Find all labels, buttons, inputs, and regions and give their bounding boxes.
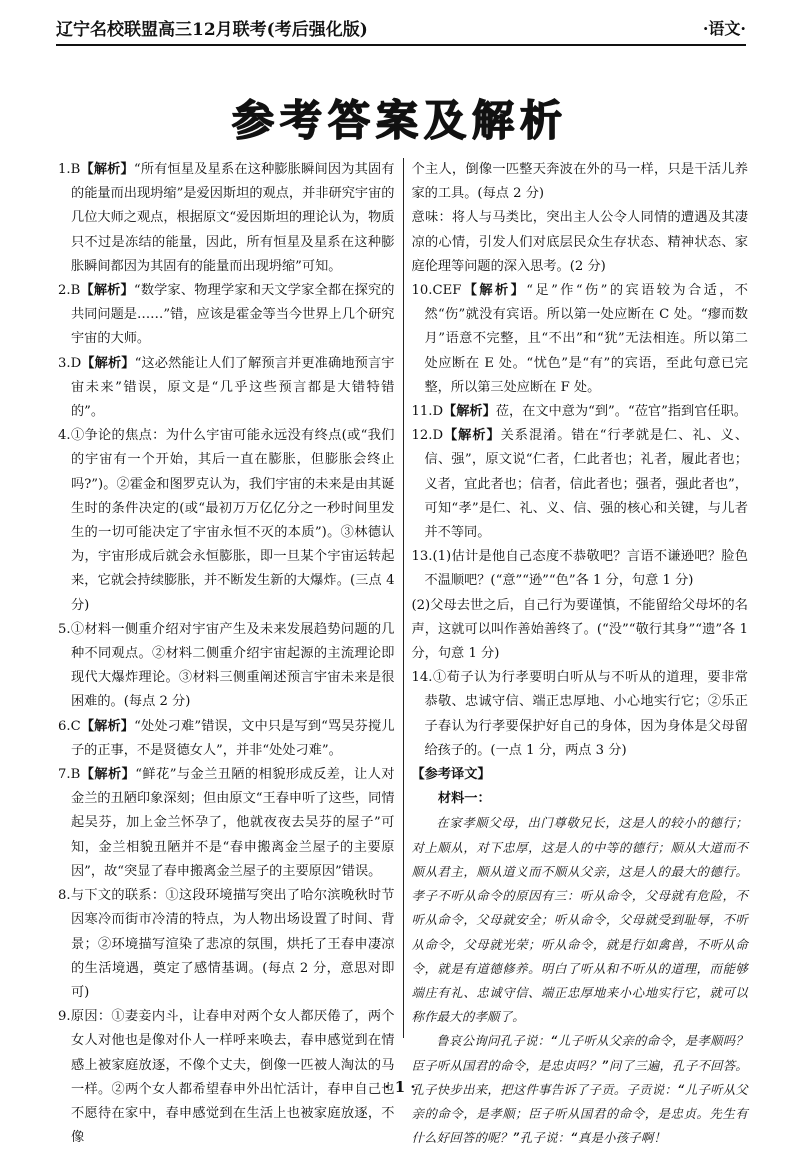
answer-text: 意味：将人与马类比，突出主人公令人同情的遭遇及其凄凉的心情，引发人们对底层民众生存状态、精神状态、家庭伦理等问题的深入思考。(2 分) <box>411 210 748 274</box>
answer-item <box>412 666 749 763</box>
answer-number: 3.D <box>58 355 82 371</box>
answer-item <box>58 352 395 425</box>
answer-item <box>58 279 395 352</box>
analysis-tag: 【解析】 <box>81 355 135 371</box>
answer-number: 10.CEF <box>411 283 462 299</box>
answer-item <box>412 594 749 667</box>
analysis-tag: 【解析】 <box>80 767 136 783</box>
answer-text: 莅，在文中意为“到”。“莅官”指到官任职。 <box>495 404 747 420</box>
answer-number: 13. <box>411 549 433 565</box>
answer-item <box>412 400 749 424</box>
page-title: 参考答案及解析 <box>231 96 568 145</box>
answer-item <box>412 279 749 400</box>
analysis-tag: 【解析】 <box>461 283 527 299</box>
translation-subheading: 材料一： <box>437 791 491 807</box>
answer-number: 4. <box>58 428 71 444</box>
translation-paragraph: 在家孝顺父母，出门尊敬兄长，这是人的较小的德行；对上顺从，对下忠厚，这是人的中等的德行；顺从大道而不顺从君主，顺从道义而不顺从父亲，这是人的最大的德行。孝子不听从命令的原因有三：听从命令，父母就有危险，不听从命令，父母就安全；听从命令，父母就受到耻辱，不听从命令，父母就光荣；听从命令，就是行如禽兽，不听从命令，就是有道德修养。明白了听从和不听从的道理，而能够端庄有礼、忠诚守信、端正忠厚地来小心地实行它，就可以称作最大的孝顺了。 <box>411 815 748 1025</box>
answer-text: ①材料一侧重介绍对宇宙产生及未来发展趋势问题的几种不同观点。②材料二侧重介绍宇宙起源的主流理论即现代大爆炸理论。③材料三侧重阐述预言宇宙未来是很困难的。(每点 2 分) <box>70 621 395 710</box>
answer-text: 原因：①妻妾内斗，让春申对两个女人都厌倦了，两个女人对他也是像对仆人一样呼来唤去，春申感觉到在情感上被家庭放逐，不像个丈夫，倒像一匹被人淘汰的马一样。②两个女人都希望春申外出忙活计，春申自己也不愿待在家中，春申感觉到在生活上也被家庭放逐，不像 <box>70 1009 395 1146</box>
answer-text: “处处刁难”错误，文中只是写到“骂吴芬搅儿子的正事，不是贤德女人”，并非“处处刁难”。 <box>71 718 395 758</box>
answer-number: 1.B <box>58 162 81 177</box>
right-column <box>403 158 749 1146</box>
subject-label: ·语文· <box>702 18 746 38</box>
answer-item <box>58 618 395 715</box>
answer-item <box>58 158 395 279</box>
answer-number: 6.C <box>58 718 81 734</box>
answer-item <box>412 424 749 545</box>
answer-item <box>58 763 395 884</box>
answer-item <box>58 884 395 1005</box>
answer-item <box>58 715 395 763</box>
answer-text: “所有恒星及星系在这种膨胀瞬间因为其固有的能量而出现坍缩”是爱因斯坦的观点，并非研究宇宙的几位大师之观点，根据原文“爱因斯坦的理论认为，物质只不过是冻结的能量，因此，所有恒星及星系在这种膨胀瞬间都因为其固有的能量而出现坍缩”可知。 <box>71 162 395 274</box>
answer-text: 个主人，倒像一匹整天奔波在外的马一样，只是干活儿养家的工具。(每点 2 分) <box>411 162 748 202</box>
left-column <box>58 158 403 1146</box>
answer-text: “鲜花”与金兰丑陋的相貌形成反差，让人对金兰的丑陋印象深刻；但由原文“王春申听了这些，同情起吴芬，加上金兰怀孕了，他就夜夜去吴芬的屋子”可知，金兰相貌丑陋并不是“春申搬离金兰屋子的主要原因”，故“突显了春申搬离金兰屋子的主要原因”错误。 <box>71 767 395 879</box>
answer-item <box>58 424 395 618</box>
answer-text: “数学家、物理学家和天文学家全都在探究的共同问题是……”错，应该是霍金等当今世界上几个研究宇宙的大师。 <box>71 283 395 347</box>
answer-text: ①争论的焦点：为什么宇宙可能永远没有终点(或“我们的宇宙有一个开始，其后一直在膨胀，但膨胀会终止吗?”)。②霍金和图罗克认为，我们宇宙的未来是由其诞生时的条件决定的(或“最初万万亿亿分之一秒时间里发生的一切可能决定了宇宙永恒不灭的本质”)。③林德认为，宇宙形成后就会永恒膨胀，即一旦某个宇宙运转起来，它就会持续膨胀，并不断发生新的大爆炸。(三点 4 分) <box>70 428 395 613</box>
title-wrap <box>0 88 800 148</box>
answer-number: 5. <box>58 621 71 637</box>
translation-heading: 【参考译文】 <box>411 767 491 783</box>
analysis-tag: 【解析】 <box>443 404 496 420</box>
right-items <box>412 158 749 763</box>
answer-columns <box>58 158 749 1146</box>
answer-number: 9. <box>58 1009 71 1025</box>
analysis-tag: 【解析】 <box>80 718 135 734</box>
translation-paragraph: 鲁哀公询问孔子说：“儿子听从父亲的命令，是孝顺吗？臣子听从国君的命令，是忠贞吗？”问了三遍，孔子不回答。孔子快步出来，把这件事告诉了子贡。子贡说：“儿子听从父亲的命令，是孝顺；臣子听从国君的命令，是忠贞。先生有什么好回答的呢？”孔子说：“真是小孩子啊！ <box>411 1033 748 1146</box>
answer-text: 与下文的联系：①这段环境描写突出了哈尔滨晚秋时节因寒冷而街市冷清的特点，为人物出场设置了时间、背景；②环境描写渲染了悲凉的氛围，烘托了王春申凄凉的生活境遇，奠定了感情基调。(每点 2 分，意思对即可) <box>70 888 395 1000</box>
answer-text: “足”作“伤”的宾语较为合适，不然“伤”就没有宾语。所以第一处应断在 C 处。“瘳而数月”语意不完整，且“不出”和“犹”无法相连。所以第二处应断在 E 处。“忧色”是“有”的宾语，至此句意已完整，所以第三处应断在 F 处。 <box>424 283 748 395</box>
answer-number: 11.D <box>411 404 444 420</box>
answer-item <box>412 545 749 593</box>
answer-item <box>412 206 749 279</box>
exam-title: 辽宁名校联盟高三12月联考(考后强化版) <box>56 19 368 40</box>
analysis-tag: 【解析】 <box>80 283 134 299</box>
answer-number: 7.B <box>58 767 81 783</box>
page-number: · 1 · <box>384 1078 416 1096</box>
answer-number: 14. <box>411 670 433 686</box>
answer-text: (1)估计是他自己态度不恭敬吧？言语不谦逊吧？脸色不温顺吧？(“意”“逊”“色”各 1 分，句意 1 分) <box>424 549 748 589</box>
analysis-tag: 【解析】 <box>443 428 501 444</box>
answer-number: 12.D <box>411 428 444 444</box>
answer-text: ①荀子认为行孝要明白听从与不听从的道理，要非常恭敬、忠诚守信、端正忠厚地、小心地实行它；②乐正子春认为行孝要保护好自己的身体，因为身体是父母留给孩子的。(一点 1 分，两点 3 分) <box>424 670 748 758</box>
answer-text: (2)父母去世之后，自己行为要谨慎，不能留给父母坏的名声，这就可以叫作善始善终了。(“没”“敬行其身”“遗”各 1 分，句意 1 分) <box>411 597 748 662</box>
answer-text: “这必然能让人们了解预言并更准确地预言宇宙未来”错误，原文是“几乎这些预言都是大错特错的”。 <box>71 355 395 420</box>
answer-number: 8. <box>58 888 71 904</box>
answer-text: 关系混淆。错在“行孝就是仁、礼、义、信、强”，原文说“仁者，仁此者也；礼者，履此者也；义者，宜此者也；信者，信此者也；强者，强此者也”，可知“孝”是仁、礼、义、信、强的核心和关键，与儿者并不等同。 <box>424 428 749 541</box>
page-header <box>56 10 746 46</box>
analysis-tag: 【解析】 <box>80 162 134 177</box>
answer-number: 2.B <box>58 283 81 299</box>
answer-item <box>412 158 749 206</box>
